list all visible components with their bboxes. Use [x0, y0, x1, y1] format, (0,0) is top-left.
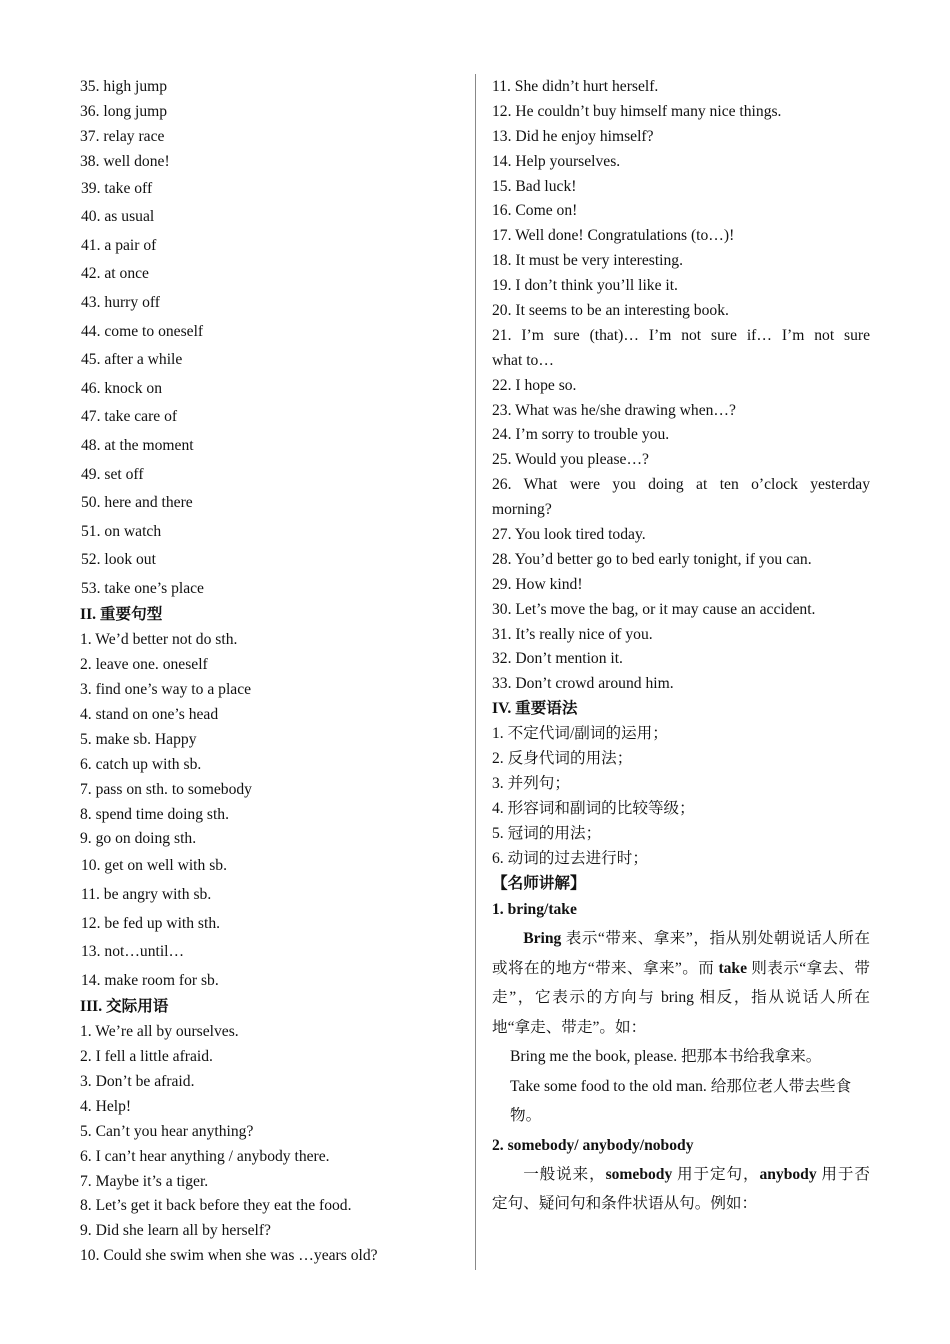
list-item: 36. long jump	[80, 102, 168, 120]
list-item: 37. relay race	[80, 127, 165, 145]
list-item: 28. You’d better go to bed early tonight, if you can.	[492, 550, 812, 568]
section-title-expressions: III. 交际用语	[80, 998, 169, 1016]
list-item: 27. You look tired today.	[492, 526, 646, 544]
list-item: 4. stand on one’s head	[80, 706, 219, 724]
bring-word: Bring	[523, 930, 562, 948]
list-item: 6. catch up with sb.	[80, 755, 202, 773]
list-item: 40. as usual	[81, 208, 155, 226]
list-item: 49. set off	[81, 465, 144, 483]
somebody-word: somebody	[605, 1165, 673, 1183]
topic-1-title: 1. bring/take	[492, 901, 577, 919]
list-item: 14. Help yourselves.	[492, 152, 621, 170]
list-item: 48. at the moment	[81, 436, 194, 454]
phrase-list-top	[80, 75, 460, 175]
list-item: 1. 不定代词/副词的运用；	[492, 725, 668, 743]
topic-1-example-1: Bring me the book, please. 把那本书给我拿来。	[510, 1048, 822, 1066]
right-column	[492, 75, 870, 1219]
list-item: 12. be fed up with sth.	[81, 914, 221, 932]
list-item: 19. I don’t think you’ll like it.	[492, 277, 678, 295]
list-item: 32. Don’t mention it.	[492, 650, 623, 668]
list-item: 7. pass on sth. to somebody	[80, 780, 252, 798]
list-item: 15. Bad luck!	[492, 177, 577, 195]
list-item: 12. He couldn’t buy himself many nice things.	[492, 102, 782, 120]
expression-26-line2: morning?	[492, 501, 552, 519]
column-divider	[475, 74, 476, 1270]
list-item: 10. get on well with sb.	[81, 857, 227, 875]
list-item: 53. take one’s place	[81, 579, 204, 597]
list-item: 17. Well done! Congratulations (to…)!	[492, 227, 735, 245]
list-item: 18. It must be very interesting.	[492, 252, 683, 270]
list-item: 47. take care of	[81, 408, 178, 426]
expression-list-c	[492, 523, 870, 697]
list-item: 2. I fell a little afraid.	[80, 1048, 213, 1066]
expression-list-b	[492, 374, 870, 474]
list-item: 35. high jump	[80, 78, 168, 95]
list-item: 52. look out	[81, 551, 156, 569]
list-item: 7. Maybe it’s a tiger.	[80, 1172, 209, 1190]
topic-2-title: 2. somebody/ anybody/nobody	[492, 1136, 694, 1154]
list-item: 10. Could she swim when she was …years old?	[80, 1247, 378, 1265]
expression-21-line2: what to…	[492, 351, 554, 369]
list-item: 31. It’s really nice of you.	[492, 625, 653, 643]
expression-26-line1: 26. What were you doing at ten o’clock yesterday	[492, 476, 870, 494]
list-item: 39. take off	[81, 179, 153, 197]
topic-2-text-3: 用于否定句、疑问句和条件状语从句。例如：	[492, 1165, 870, 1213]
expression-list-a	[492, 75, 870, 324]
phrase-list-tall	[80, 175, 460, 604]
list-item: 41. a pair of	[81, 236, 157, 254]
list-item: 11. She didn’t hurt herself.	[492, 78, 659, 95]
list-item: 8. spend time doing sth.	[80, 805, 230, 823]
anybody-word: anybody	[759, 1165, 817, 1183]
expression-21-line1: 21. I’m sure (that)… I’m not sure if… I’m not sure	[492, 326, 870, 344]
list-item: 13. Did he enjoy himself?	[492, 127, 654, 145]
left-column	[80, 75, 460, 1269]
list-item: 44. come to oneself	[81, 322, 204, 340]
pattern-list-a	[80, 628, 460, 852]
grammar-list	[492, 722, 870, 871]
list-item: 13. not…until…	[81, 943, 185, 961]
list-item: 5. Can’t you hear anything?	[80, 1122, 254, 1140]
topic-2-text-2: 用于定句，	[672, 1165, 760, 1183]
list-item: 20. It seems to be an interesting book.	[492, 302, 729, 320]
list-item: 46. knock on	[81, 379, 162, 397]
topic-1-text-2: 则表示“拿去、带走”，它表示的方向与 bring 相反，指从说话人所在地“拿走、带走”。如：	[492, 959, 870, 1036]
list-item: 23. What was he/she drawing when…?	[492, 401, 736, 419]
list-item: 4. Help!	[80, 1097, 132, 1115]
list-item: 51. on watch	[81, 522, 162, 540]
list-item: 22. I hope so.	[492, 376, 577, 394]
topic-1-paragraph	[492, 924, 870, 1042]
topic-2-paragraph	[492, 1160, 870, 1219]
list-item: 3. find one’s way to a place	[80, 681, 252, 699]
section-title-grammar: IV. 重要语法	[492, 700, 578, 718]
list-item: 2. leave one. oneself	[80, 656, 208, 674]
topic-2-text-1: 一般说来，	[523, 1165, 606, 1183]
list-item: 5. 冠词的用法；	[492, 824, 602, 842]
take-word: take	[718, 959, 748, 977]
list-item: 1. We’d better not do sth.	[80, 631, 238, 649]
list-item: 9. Did she learn all by herself?	[80, 1222, 271, 1240]
list-item: 42. at once	[81, 265, 149, 283]
list-item: 5. make sb. Happy	[80, 730, 197, 748]
list-item: 11. be angry with sb.	[81, 885, 212, 903]
list-item: 24. I’m sorry to trouble you.	[492, 426, 670, 444]
list-item: 25. Would you please…?	[492, 451, 649, 469]
topic-1-example-2: Take some food to the old man. 给那位老人带去些食物。	[510, 1077, 852, 1125]
list-item: 9. go on doing sth.	[80, 830, 197, 848]
list-item: 14. make room for sb.	[81, 971, 219, 989]
list-item: 8. Let’s get it back before they eat the food.	[80, 1197, 352, 1215]
section-title-sentence-patterns: II. 重要句型	[80, 606, 163, 624]
list-item: 3. 并列句；	[492, 774, 570, 792]
list-item: 33. Don’t crowd around him.	[492, 675, 674, 693]
list-item: 1. We’re all by ourselves.	[80, 1023, 239, 1041]
expression-list-left	[80, 1020, 460, 1269]
list-item: 30. Let’s move the bag, or it may cause an accident.	[492, 600, 816, 618]
list-item: 3. Don’t be afraid.	[80, 1073, 195, 1091]
list-item: 50. here and there	[81, 494, 193, 512]
list-item: 43. hurry off	[81, 293, 160, 311]
list-item: 29. How kind!	[492, 575, 583, 593]
list-item: 6. 动词的过去进行时；	[492, 849, 648, 867]
list-item: 38. well done!	[80, 152, 170, 170]
topic-1-text-1: 表示“带来、拿来”，指从别处朝说话人所在或将在的地方“带来、拿来”。而	[492, 930, 870, 977]
list-item: 45. after a while	[81, 351, 183, 369]
list-item: 4. 形容词和副词的比较等级；	[492, 799, 695, 817]
list-item: 6. I can’t hear anything / anybody there.	[80, 1147, 330, 1165]
teacher-explanation-title: 【名师讲解】	[492, 874, 586, 892]
list-item: 2. 反身代词的用法；	[492, 750, 633, 768]
pattern-list-b	[80, 852, 460, 995]
list-item: 16. Come on!	[492, 202, 578, 220]
